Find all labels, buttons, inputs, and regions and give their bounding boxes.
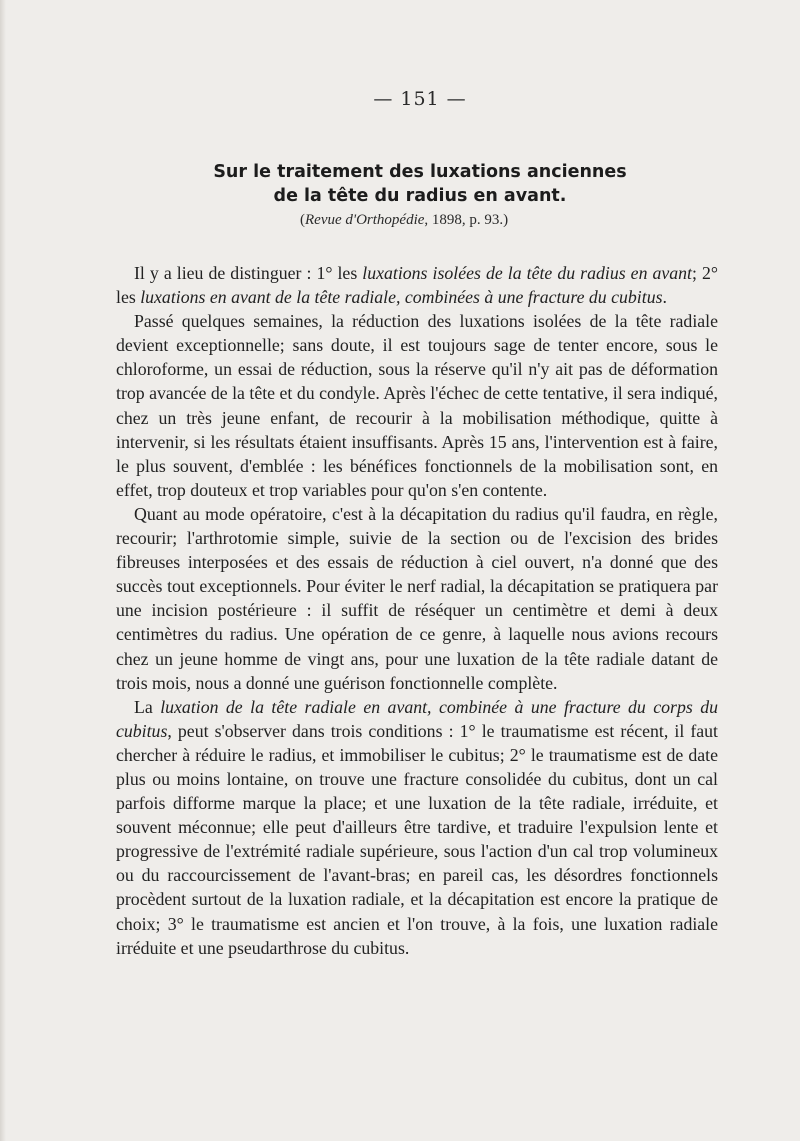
paragraph-1-text-b: ; 2° les — [116, 263, 718, 308]
page-gutter-shadow — [0, 0, 6, 1141]
paragraph-1-text-c: . — [662, 287, 667, 308]
paragraph-4-text-a: La — [134, 696, 161, 717]
article-body — [116, 261, 718, 960]
paragraph-4-text-b: , peut s'observer dans trois conditions : 1° le traumatisme est récent, il faut chercher à réduire le radius, et immobiliser le cubitus; 2° le traumatisme est de date plus ou moins lontaine, on trouve une fracture consolidée du cubitus, dont un cal parfois difforme marque la place; et une luxation de la tête radiale, irréduite, et souvent méconnue; elle peut d'ailleurs être tardive, et traduire l'expulsion lente et progressive de l'extrémité radiale supérieure, sous l'action d'un cal trop volumineux ou du raccourcissement de l'avant-bras; en pareil cas, les désordres fonctionnels procèdent surtout de la luxation radiale, et la décapitation est encore la pratique de choix; 3° le traumatisme est ancien et l'on trouve, à la fois, une luxation radiale irréduite et une pseudarthrose du cubitus. — [116, 720, 718, 958]
paragraph-4-emphasis: luxation de la tête radiale en avant, combinée à une fracture du corps du cubitus — [116, 696, 718, 741]
paragraph-1-emphasis-a: luxations isolées de la tête du radius en avant — [362, 263, 693, 283]
paragraph-2: Passé quelques semaines, la réduction des luxations isolées de la tête radiale devient exceptionnelle; sans doute, il est toujours sage de tenter encore, sous le chloroforme, un essai de réduction, sous la réserve qu'il n'y ait pas de déformation trop avancée de la tête et du condyle. Après l'échec de cette tentative, il sera indiqué, chez un très jeune enfant, de recourir à la mobilisation méthodique, quitte à intervenir, si les résultats étaient insuffisants. Après 15 ans, l'intervention est à faire, le plus souvent, d'emblée : les bénéfices fonctionnels de la mobilisation sont, en effet, trop douteux et trop variables pour qu'on s'en contente. — [116, 311, 718, 500]
article-title-line-1: Sur le traitement des luxations anciennes — [213, 162, 627, 182]
article-title-line-2: de la tête du radius en avant. — [273, 186, 567, 206]
article-citation — [300, 212, 580, 229]
page-number: — 151 — — [373, 88, 467, 110]
paragraph-3: Quant au mode opératoire, c'est à la décapitation du radius qu'il faudra, en règle, recourir; l'arthrotomie simple, suivie de la section ou de l'excision des brides fibreuses interposées et des essais de réduction à ciel ouvert, n'a donné que des succès tout exceptionnels. Pour éviter le nerf radial, la décapitation se pratiquera par une incision postérieure : il suffit de réséquer un centimètre et demi à deux centimètres du radius. Une opération de ce genre, à laquelle nous avions recours chez un jeune homme de vingt ans, pour une luxation de la tête radiale datant de trois mois, nous a donné une guérison fonctionnelle complète. — [116, 503, 718, 693]
citation-open: ( — [300, 212, 305, 228]
article-title — [120, 160, 720, 208]
paragraph-1-text-a: Il y a lieu de distinguer : 1° les — [134, 263, 363, 283]
citation-details: , 1898, p. 93.) — [424, 212, 509, 228]
paragraph-1-emphasis-b: luxations en avant de la tête radiale, combinées à une fracture du cubitus — [140, 287, 663, 308]
paragraph-1 — [116, 261, 718, 309]
citation-source: Revue d'Orthopédie — [305, 212, 425, 228]
paragraph-4 — [116, 695, 718, 960]
